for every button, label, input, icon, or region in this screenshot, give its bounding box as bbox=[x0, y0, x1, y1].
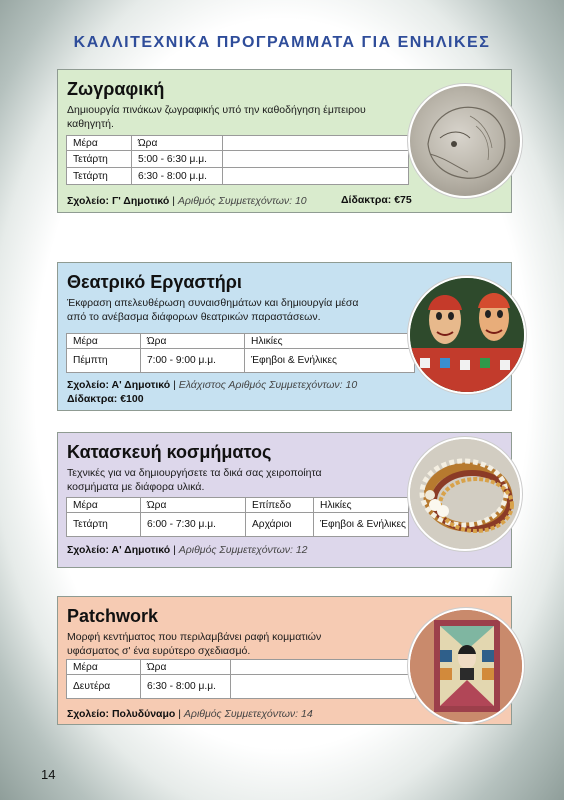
table-cell: 5:00 - 6:30 μ.μ. bbox=[132, 151, 223, 168]
table-row bbox=[67, 168, 409, 185]
fee-label: Δίδακτρα: €100 bbox=[67, 393, 144, 405]
table-cell: 6:30 - 8:00 μ.μ. bbox=[132, 168, 223, 185]
empty-cell bbox=[223, 168, 409, 185]
table-row bbox=[67, 151, 409, 168]
header-cell: Μέρα bbox=[67, 136, 132, 151]
table-row bbox=[67, 349, 415, 373]
table-cell: Τετάρτη bbox=[67, 168, 132, 185]
schedule-table bbox=[66, 135, 409, 185]
school-label: Σχολείο: Α' Δημοτικό bbox=[67, 379, 171, 391]
program-description: Δημιουργία πινάκων ζωγραφικής υπό την καθοδήγηση έμπειρου καθηγητή. bbox=[67, 104, 366, 130]
schedule-table bbox=[66, 659, 416, 699]
schedule-table bbox=[66, 497, 409, 537]
header-cell: Μέρα bbox=[67, 498, 141, 513]
empty-cell bbox=[231, 660, 416, 675]
header-cell: Επίπεδο bbox=[246, 498, 314, 513]
table-cell: Πέμπτη bbox=[67, 349, 141, 373]
program-title: Θεατρικό Εργαστήρι bbox=[67, 272, 242, 292]
fee-label: Δίδακτρα: €75 bbox=[341, 194, 412, 206]
table-cell: 7:00 - 9:00 μ.μ. bbox=[141, 349, 245, 373]
schedule-table bbox=[66, 333, 415, 373]
participants-label: Αριθμός Συμμετεχόντων: 12 bbox=[178, 544, 308, 556]
header-cell: Ηλικίες bbox=[314, 498, 409, 513]
table-row bbox=[67, 675, 416, 699]
table-header-row bbox=[67, 660, 416, 675]
page-title: ΚΑΛΛΙΤΕΧΝΙΚΑ ΠΡΟΓΡΑΜΜΑΤΑ ΓΙΑ ΕΝΗΛΙΚΕΣ bbox=[73, 34, 491, 51]
program-description: Έκφραση απελευθέρωση συναισθημάτων και δημιουργία μέσα από το ανέβασμα διάφορων θεατρικών παραστάσεων. bbox=[67, 297, 359, 323]
table-cell: 6:00 - 7:30 μ.μ. bbox=[141, 513, 246, 537]
table-cell: Έφηβοι & Ενήλικες bbox=[245, 349, 415, 373]
lion-drawing-icon bbox=[408, 84, 522, 198]
participants-label: Ελάχιστος Αριθμός Συμμετεχόντων: 10 bbox=[178, 379, 358, 391]
header-cell: Ώρα bbox=[141, 498, 246, 513]
page-number: 14 bbox=[41, 767, 56, 782]
program-title: Patchwork bbox=[67, 606, 159, 626]
program-footer: Σχολείο: Α' Δημοτικό | Αριθμός Συμμετεχόντων: 12 bbox=[67, 544, 308, 556]
school-label: Σχολείο: Γ' Δημοτικό bbox=[67, 195, 170, 207]
school-label: Σχολείο: Πολυδύναμο bbox=[67, 708, 176, 720]
header-cell: Μέρα bbox=[67, 660, 141, 675]
table-row bbox=[67, 513, 409, 537]
header-cell: Ώρα bbox=[132, 136, 223, 151]
table-cell: 6:30 - 8:00 μ.μ. bbox=[141, 675, 231, 699]
program-footer: Σχολείο: Α' Δημοτικό | Ελάχιστος Αριθμός Συμμετεχόντων: 10 Δίδακτρα: €100 bbox=[67, 379, 358, 405]
table-cell: Έφηβοι & Ενήλικες bbox=[314, 513, 409, 537]
table-header-row bbox=[67, 334, 415, 349]
program-title: Ζωγραφική bbox=[67, 79, 165, 99]
program-title: Κατασκευή κοσμήματος bbox=[67, 442, 272, 462]
school-label: Σχολείο: Α' Δημοτικό bbox=[67, 544, 171, 556]
patchwork-quilt-icon bbox=[408, 608, 524, 724]
header-cell: Ώρα bbox=[141, 334, 245, 349]
table-header-row bbox=[67, 498, 409, 513]
program-description: Μορφή κεντήματος που περιλαμβάνει ραφή κομματιών υφάσματος σ' ένα ευρύτερο σχεδιασμό. bbox=[67, 631, 322, 657]
program-description: Τεχνικές για να δημιουργήσετε τα δικά σας χειροποίητα κοσμήματα με διάφορα υλικά. bbox=[67, 467, 322, 493]
header-cell: Ώρα bbox=[141, 660, 231, 675]
empty-cell bbox=[223, 136, 409, 151]
program-footer: Σχολείο: Γ' Δημοτικό | Αριθμός Συμμετεχόντων: 10 bbox=[67, 195, 307, 207]
table-header-row bbox=[67, 136, 409, 151]
empty-cell bbox=[231, 675, 416, 699]
theater-masks-icon bbox=[408, 276, 526, 394]
table-cell: Αρχάριοι bbox=[246, 513, 314, 537]
header-cell: Ηλικίες bbox=[245, 334, 415, 349]
table-cell: Τετάρτη bbox=[67, 513, 141, 537]
participants-label: Αριθμός Συμμετεχόντων: 10 bbox=[177, 195, 307, 207]
header-cell: Μέρα bbox=[67, 334, 141, 349]
bracelets-icon bbox=[408, 437, 522, 551]
participants-label: Αριθμός Συμμετεχόντων: 14 bbox=[183, 708, 313, 720]
empty-cell bbox=[223, 151, 409, 168]
program-footer: Σχολείο: Πολυδύναμο | Αριθμός Συμμετεχόντων: 14 bbox=[67, 708, 313, 720]
table-cell: Δευτέρα bbox=[67, 675, 141, 699]
table-cell: Τετάρτη bbox=[67, 151, 132, 168]
